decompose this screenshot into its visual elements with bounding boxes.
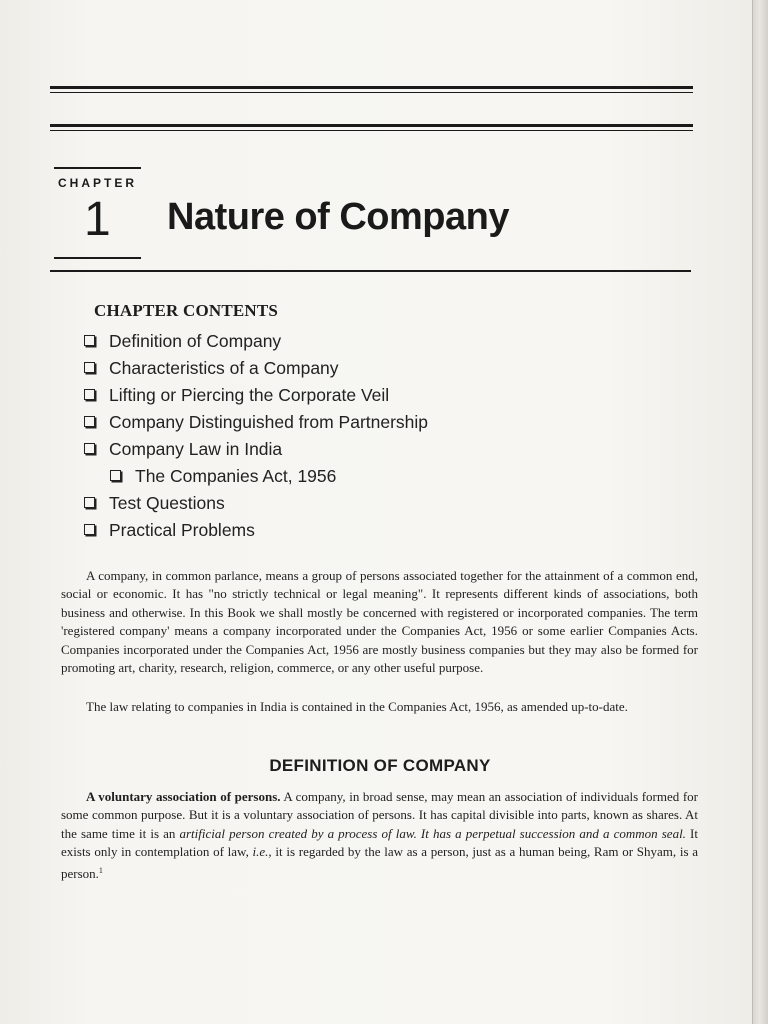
contents-item-characteristics bbox=[84, 355, 428, 382]
contents-item-test-questions bbox=[84, 490, 428, 517]
chapter-number: 1 bbox=[84, 193, 111, 246]
chapter-label: CHAPTER bbox=[58, 176, 138, 190]
definition-italic-a: artificial person created by a process of law. It has a perpetual succession and a common seal. bbox=[179, 825, 686, 841]
contents-item-label: Characteristics of a Company bbox=[109, 358, 339, 378]
contents-item-label: Test Questions bbox=[109, 493, 225, 513]
footnote-ref: 1 bbox=[98, 865, 103, 875]
page-edge-binding bbox=[752, 0, 768, 1024]
contents-item-practical-problems bbox=[84, 517, 428, 544]
intro-paragraph-2-text: The law relating to companies in India is contained in the Companies Act, 1956, as amended up-to-date. bbox=[86, 699, 628, 714]
intro-paragraph-1-text: A company, in common parlance, means a group of persons associated together for the attainment of a common end, social or economic. It has "no strictly technical or legal meaning". It represents different kinds of associations, both business and otherwise. In this Book we shall mostly be concerned with registered or incorporated companies. The term 'registered company' means a company incorporated under the Companies Act, 1956 or some earlier Companies Acts. Companies incorporated under the Companies Act, 1956 are mostly business companies but they may also be formed for promoting art, charity, research, religion, commerce, or any other useful purpose. bbox=[61, 568, 698, 676]
intro-paragraph-2 bbox=[61, 698, 698, 716]
checkbox-bullet-icon bbox=[84, 416, 95, 427]
contents-item-label: Company Law in India bbox=[109, 439, 283, 459]
checkbox-bullet-icon bbox=[84, 389, 95, 400]
title-underline-rule bbox=[50, 270, 691, 272]
checkbox-bullet-icon bbox=[84, 335, 95, 346]
top-double-rule bbox=[50, 86, 693, 89]
intro-paragraph-1 bbox=[61, 567, 698, 677]
chapter-top-rule bbox=[54, 167, 141, 169]
definition-lead: A voluntary association of persons. bbox=[86, 789, 281, 804]
contents-item-corporate-veil bbox=[84, 382, 428, 409]
checkbox-bullet-icon bbox=[84, 497, 95, 508]
contents-item-label: Company Distinguished from Partnership bbox=[109, 412, 429, 432]
second-double-rule bbox=[50, 124, 693, 127]
definition-text-c: it is regarded by the law as a person, just as a human being, Ram or Shyam, is a person. bbox=[61, 844, 698, 881]
checkbox-bullet-icon bbox=[84, 443, 95, 454]
chapter-bottom-rule bbox=[54, 257, 141, 259]
contents-item-label: Practical Problems bbox=[109, 520, 255, 540]
definition-text-a: A company, in broad sense, may mean an association of individuals formed for some common purpose. But it is a voluntary association of persons. It has capital divisible into parts, known as shares. At the same time it is an bbox=[61, 789, 698, 841]
second-double-rule-thin bbox=[50, 130, 693, 131]
definition-italic-b: i.e., bbox=[252, 844, 272, 860]
contents-item-definition bbox=[84, 328, 428, 355]
contents-heading: CHAPTER CONTENTS bbox=[94, 301, 279, 320]
checkbox-bullet-icon bbox=[84, 524, 95, 535]
contents-item-label: Lifting or Piercing the Corporate Veil bbox=[109, 385, 390, 405]
contents-item-partnership bbox=[84, 409, 428, 436]
contents-item-label: The Companies Act, 1956 bbox=[135, 466, 337, 486]
section-heading-definition: DEFINITION OF COMPANY bbox=[269, 756, 491, 775]
checkbox-bullet-icon bbox=[110, 470, 121, 481]
contents-list bbox=[84, 328, 428, 544]
contents-item-companies-act bbox=[84, 463, 428, 490]
definition-text-b: It exists only in contemplation of law, bbox=[61, 825, 698, 860]
top-double-rule-thin bbox=[50, 92, 693, 93]
checkbox-bullet-icon bbox=[84, 362, 95, 373]
chapter-title: Nature of Company bbox=[167, 196, 509, 238]
contents-item-label: Definition of Company bbox=[109, 331, 282, 351]
contents-item-company-law bbox=[84, 436, 428, 463]
definition-paragraph bbox=[61, 788, 698, 883]
